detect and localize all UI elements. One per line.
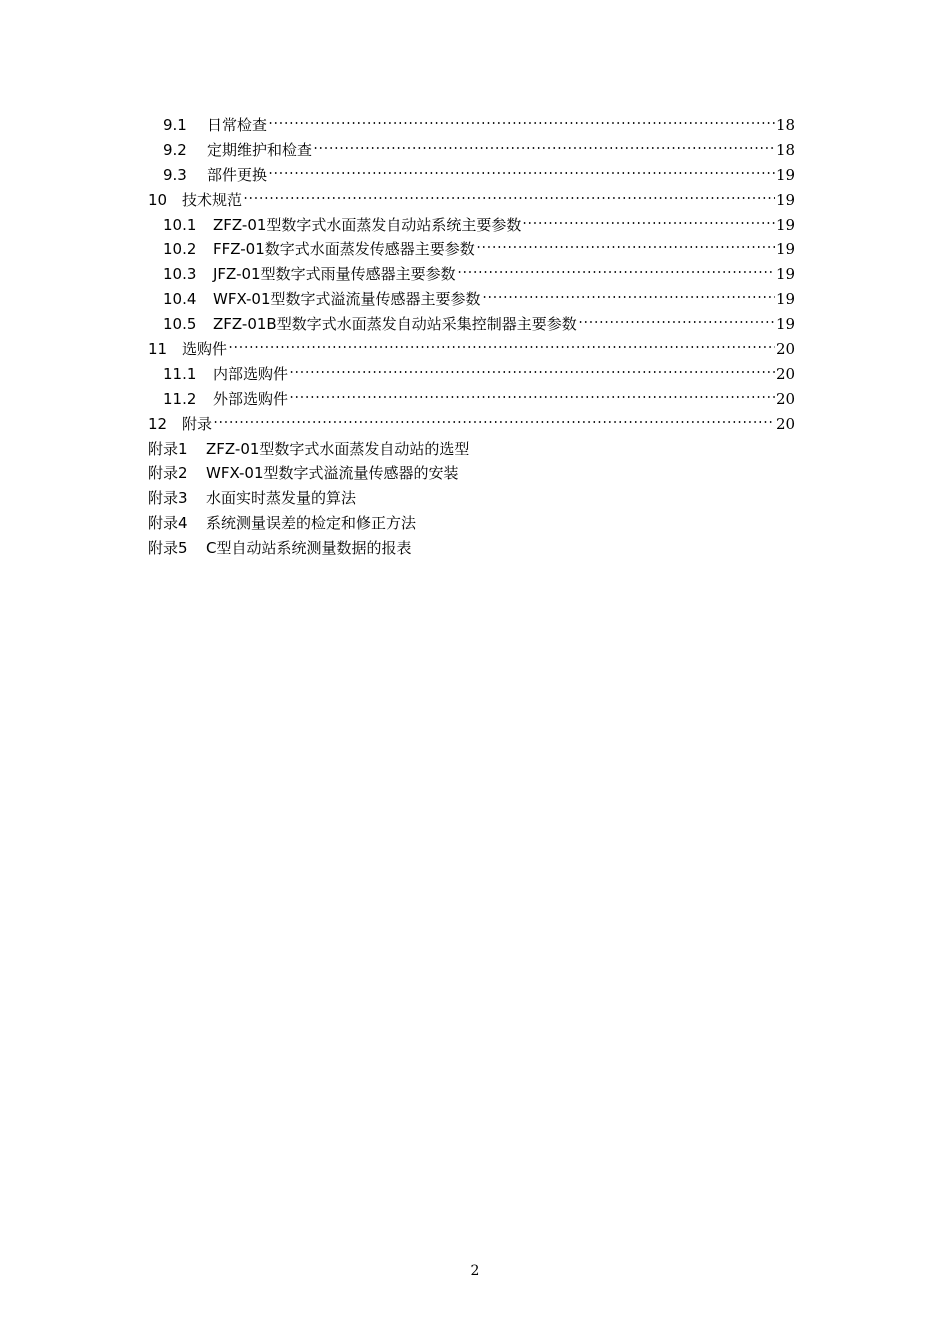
- dot-leader: [313, 142, 775, 154]
- toc-entry-page: 19: [776, 290, 796, 309]
- appendix-entry[interactable]: [148, 512, 794, 537]
- appendix-title: 水面实时蒸发量的算法: [206, 489, 357, 508]
- dot-leader: [228, 341, 775, 353]
- toc-entry[interactable]: [148, 214, 794, 239]
- table-of-contents: [148, 114, 794, 562]
- toc-entry[interactable]: [148, 288, 794, 313]
- appendix-number: 附录2: [148, 464, 188, 483]
- toc-entry[interactable]: [148, 263, 794, 288]
- toc-entry-title: ZFZ-01B型数字式水面蒸发自动站采集控制器主要参数: [213, 315, 577, 334]
- toc-entry-page: 19: [776, 215, 796, 234]
- toc-entry-page: 19: [776, 315, 796, 334]
- appendix-title: ZFZ-01型数字式水面蒸发自动站的选型: [206, 439, 470, 458]
- toc-entry-page: 20: [776, 389, 796, 408]
- appendix-number: 附录1: [148, 439, 188, 458]
- dot-leader: [457, 266, 775, 278]
- dot-leader: [522, 217, 775, 229]
- toc-entry-page: 18: [776, 140, 796, 159]
- toc-entry-page: 20: [776, 340, 796, 359]
- toc-entry-title: 日常检查: [207, 116, 268, 134]
- toc-entry-title: 选购件: [182, 340, 228, 359]
- toc-entry-page: 18: [776, 116, 796, 134]
- toc-entry-title: 部件更换: [207, 165, 268, 184]
- toc-entry-number: 11: [148, 340, 168, 359]
- appendix-number: 附录3: [148, 489, 188, 508]
- appendix-title: C型自动站系统测量数据的报表: [206, 539, 412, 558]
- toc-entry-title: WFX-01型数字式溢流量传感器主要参数: [213, 290, 481, 309]
- toc-entry[interactable]: [148, 189, 794, 214]
- toc-entry[interactable]: [148, 139, 794, 164]
- toc-entry-number: 10.3: [163, 265, 197, 284]
- toc-entry-number: 9.1: [163, 116, 187, 134]
- toc-entry-title: 附录: [182, 414, 213, 433]
- toc-entry-page: 20: [776, 364, 796, 383]
- toc-entry-title: JFZ-01型数字式雨量传感器主要参数: [213, 265, 456, 284]
- dot-leader: [289, 366, 775, 378]
- appendix-entry[interactable]: [148, 462, 794, 487]
- toc-entry-number: 10.4: [163, 290, 197, 309]
- toc-entry[interactable]: [148, 388, 794, 413]
- toc-entry-number: 10: [148, 190, 168, 209]
- toc-entry-number: 10.2: [163, 240, 197, 259]
- appendix-number: 附录5: [148, 539, 188, 558]
- dot-leader: [476, 241, 775, 253]
- dot-leader: [213, 416, 775, 428]
- toc-entry-number: 10.1: [163, 215, 197, 234]
- toc-entry-title: 内部选购件: [213, 364, 289, 383]
- toc-entry[interactable]: [148, 238, 794, 263]
- appendix-title: 系统测量误差的检定和修正方法: [206, 514, 417, 533]
- toc-entry-number: 11.1: [163, 364, 197, 383]
- toc-entry-title: 技术规范: [182, 190, 243, 209]
- dot-leader: [268, 117, 775, 129]
- page-number: 2: [470, 1263, 480, 1279]
- toc-entry-page: 19: [776, 240, 796, 259]
- toc-entry[interactable]: [148, 363, 794, 388]
- toc-entry-title: 定期维护和检查: [207, 140, 313, 159]
- toc-entry-page: 19: [776, 265, 796, 284]
- toc-entry-number: 11.2: [163, 389, 197, 408]
- toc-entry-number: 12: [148, 414, 168, 433]
- toc-entry[interactable]: [148, 313, 794, 338]
- appendix-entry[interactable]: [148, 487, 794, 512]
- toc-entry[interactable]: [148, 164, 794, 189]
- toc-entry-page: 20: [776, 414, 796, 433]
- toc-entry[interactable]: [148, 338, 794, 363]
- toc-entry[interactable]: [148, 114, 794, 139]
- toc-entry-number: 9.3: [163, 165, 187, 184]
- toc-entry-title: FFZ-01数字式水面蒸发传感器主要参数: [213, 240, 475, 259]
- dot-leader: [268, 167, 775, 179]
- dot-leader: [482, 291, 776, 303]
- toc-entry-title: ZFZ-01型数字式水面蒸发自动站系统主要参数: [213, 215, 522, 234]
- toc-entry[interactable]: [148, 413, 794, 438]
- toc-entry-page: 19: [776, 165, 796, 184]
- dot-leader: [243, 192, 775, 204]
- toc-entry-number: 10.5: [163, 315, 197, 334]
- appendix-title: WFX-01型数字式溢流量传感器的安装: [206, 464, 459, 483]
- dot-leader: [578, 316, 775, 328]
- appendix-entry[interactable]: [148, 537, 794, 562]
- toc-entry-title: 外部选购件: [213, 389, 289, 408]
- appendix-entry[interactable]: [148, 438, 794, 463]
- toc-entry-number: 9.2: [163, 140, 187, 159]
- dot-leader: [289, 391, 775, 403]
- appendix-number: 附录4: [148, 514, 188, 533]
- toc-entry-page: 19: [776, 190, 796, 209]
